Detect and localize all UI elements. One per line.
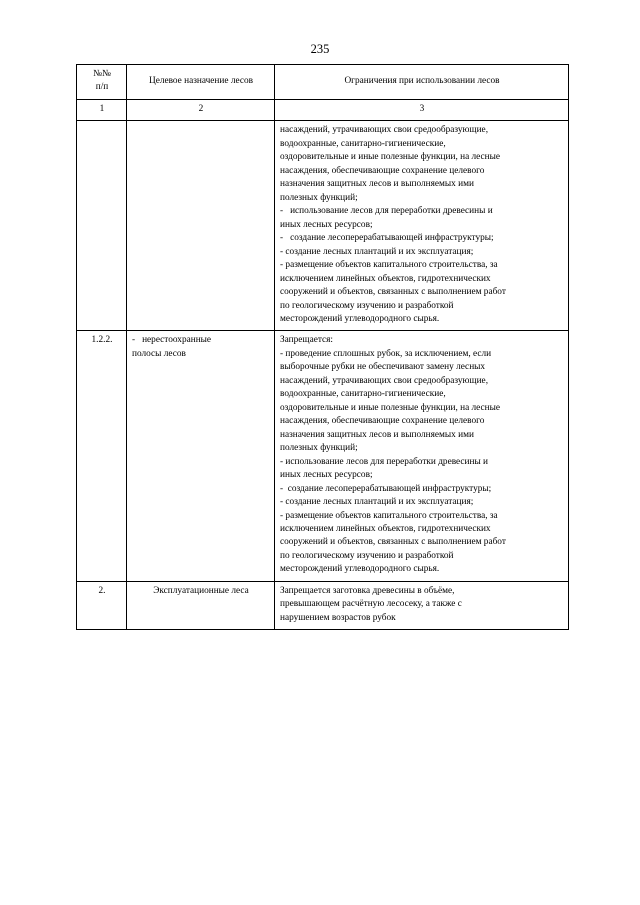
row-number: 1.2.2. xyxy=(77,331,127,581)
limits-line: насаждений, утрачивающих свои средообразующие, xyxy=(280,125,489,136)
limits-line: выборочные рубки не обеспечивают замену лесных xyxy=(280,362,486,373)
purpose-line: - нерестоохранные xyxy=(132,335,212,346)
column-number-3: 3 xyxy=(275,99,569,120)
limits-line: Запрещается: xyxy=(280,335,333,346)
page-number: 235 xyxy=(310,42,330,56)
limits-line: водоохранные, санитарно-гигиенические, xyxy=(280,389,446,400)
table-row xyxy=(77,581,569,629)
table-column-numbers-row xyxy=(77,99,569,120)
limits-line: Запрещается заготовка древесины в объёме, xyxy=(280,585,455,596)
limits-line: по геологическому изучению и разработкой xyxy=(280,550,454,561)
limits-line: назначения защитных лесов и выполняемых ими xyxy=(280,179,474,190)
limits-line: нарушением возрастов рубок xyxy=(280,612,396,623)
row-number xyxy=(77,121,127,331)
limits-line: иных лесных ресурсов; xyxy=(280,470,373,481)
limits-line: исключением линейных объектов, гидротехнических xyxy=(280,273,491,284)
limits-line: полезных функций; xyxy=(280,192,358,203)
limits-line: исключением линейных объектов, гидротехнических xyxy=(280,524,491,534)
row-limits xyxy=(275,331,569,581)
limits-line: месторождений углеводородного сырья. xyxy=(280,313,440,324)
forest-restrictions-table xyxy=(76,64,569,630)
column-number-1: 1 xyxy=(77,99,127,120)
limits-line: по геологическому изучению и разработкой xyxy=(280,300,454,311)
limits-line: насаждения, обеспечивающие сохранение целевого xyxy=(280,165,485,176)
table-header-row xyxy=(77,65,569,100)
purpose-line: Эксплуатационные леса xyxy=(153,585,249,596)
limits-line: назначения защитных лесов и выполняемых ими xyxy=(280,429,474,440)
column-number-2: 2 xyxy=(127,99,275,120)
table-row xyxy=(77,121,569,331)
limits-line: полезных функций; xyxy=(280,443,358,454)
limits-line: сооружений и объектов, связанных с выполнением работ xyxy=(280,537,506,548)
limits-line: оздоровительные и иные полезные функции, на лесные xyxy=(280,152,501,163)
limits-line: иных лесных ресурсов; xyxy=(280,219,373,230)
limits-line: оздоровительные и иные полезные функции, на лесные xyxy=(280,402,501,413)
purpose-line: полосы лесов xyxy=(132,348,186,359)
row-purpose xyxy=(127,331,275,581)
limits-line: - создание лесных плантаций и их эксплуатация; xyxy=(280,497,474,508)
limits-line: - размещение объектов капитального строительства, за xyxy=(280,260,498,271)
row-limits xyxy=(275,581,569,629)
limits-line: - создание лесоперерабатывающей инфраструктуры; xyxy=(280,483,492,494)
row-purpose xyxy=(127,121,275,331)
limits-line: - создание лесных плантаций и их эксплуатация; xyxy=(280,246,474,257)
limits-line: - создание лесоперерабатывающей инфраструктуры; xyxy=(280,233,494,244)
row-limits xyxy=(275,121,569,331)
header-cell-number xyxy=(77,65,127,100)
header-cell-limits: Ограничения при использовании лесов xyxy=(275,65,569,100)
limits-line: - использование лесов для переработки древесины и xyxy=(280,206,493,217)
row-purpose xyxy=(127,581,275,629)
header-number-line2: п/п xyxy=(95,82,109,93)
limits-line: насаждения, обеспечивающие сохранение целевого xyxy=(280,416,485,427)
header-cell-purpose: Целевое назначение лесов xyxy=(127,65,275,100)
limits-line: - проведение сплошных рубок, за исключением, если xyxy=(280,348,492,359)
limits-line: сооружений и объектов, связанных с выполнением работ xyxy=(280,287,506,298)
header-number-line1: №№ xyxy=(93,69,111,79)
row-number: 2. xyxy=(77,581,127,629)
limits-line: насаждений, утрачивающих свои средообразующие, xyxy=(280,375,489,386)
limits-line: месторождений углеводородного сырья. xyxy=(280,564,440,575)
table-row xyxy=(77,331,569,581)
limits-line: превышающем расчётную лесосеку, а также с xyxy=(280,599,462,610)
limits-line: водоохранные, санитарно-гигиенические, xyxy=(280,138,446,149)
limits-line: - использование лесов для переработки древесины и xyxy=(280,456,489,467)
limits-line: - размещение объектов капитального строительства, за xyxy=(280,510,498,521)
